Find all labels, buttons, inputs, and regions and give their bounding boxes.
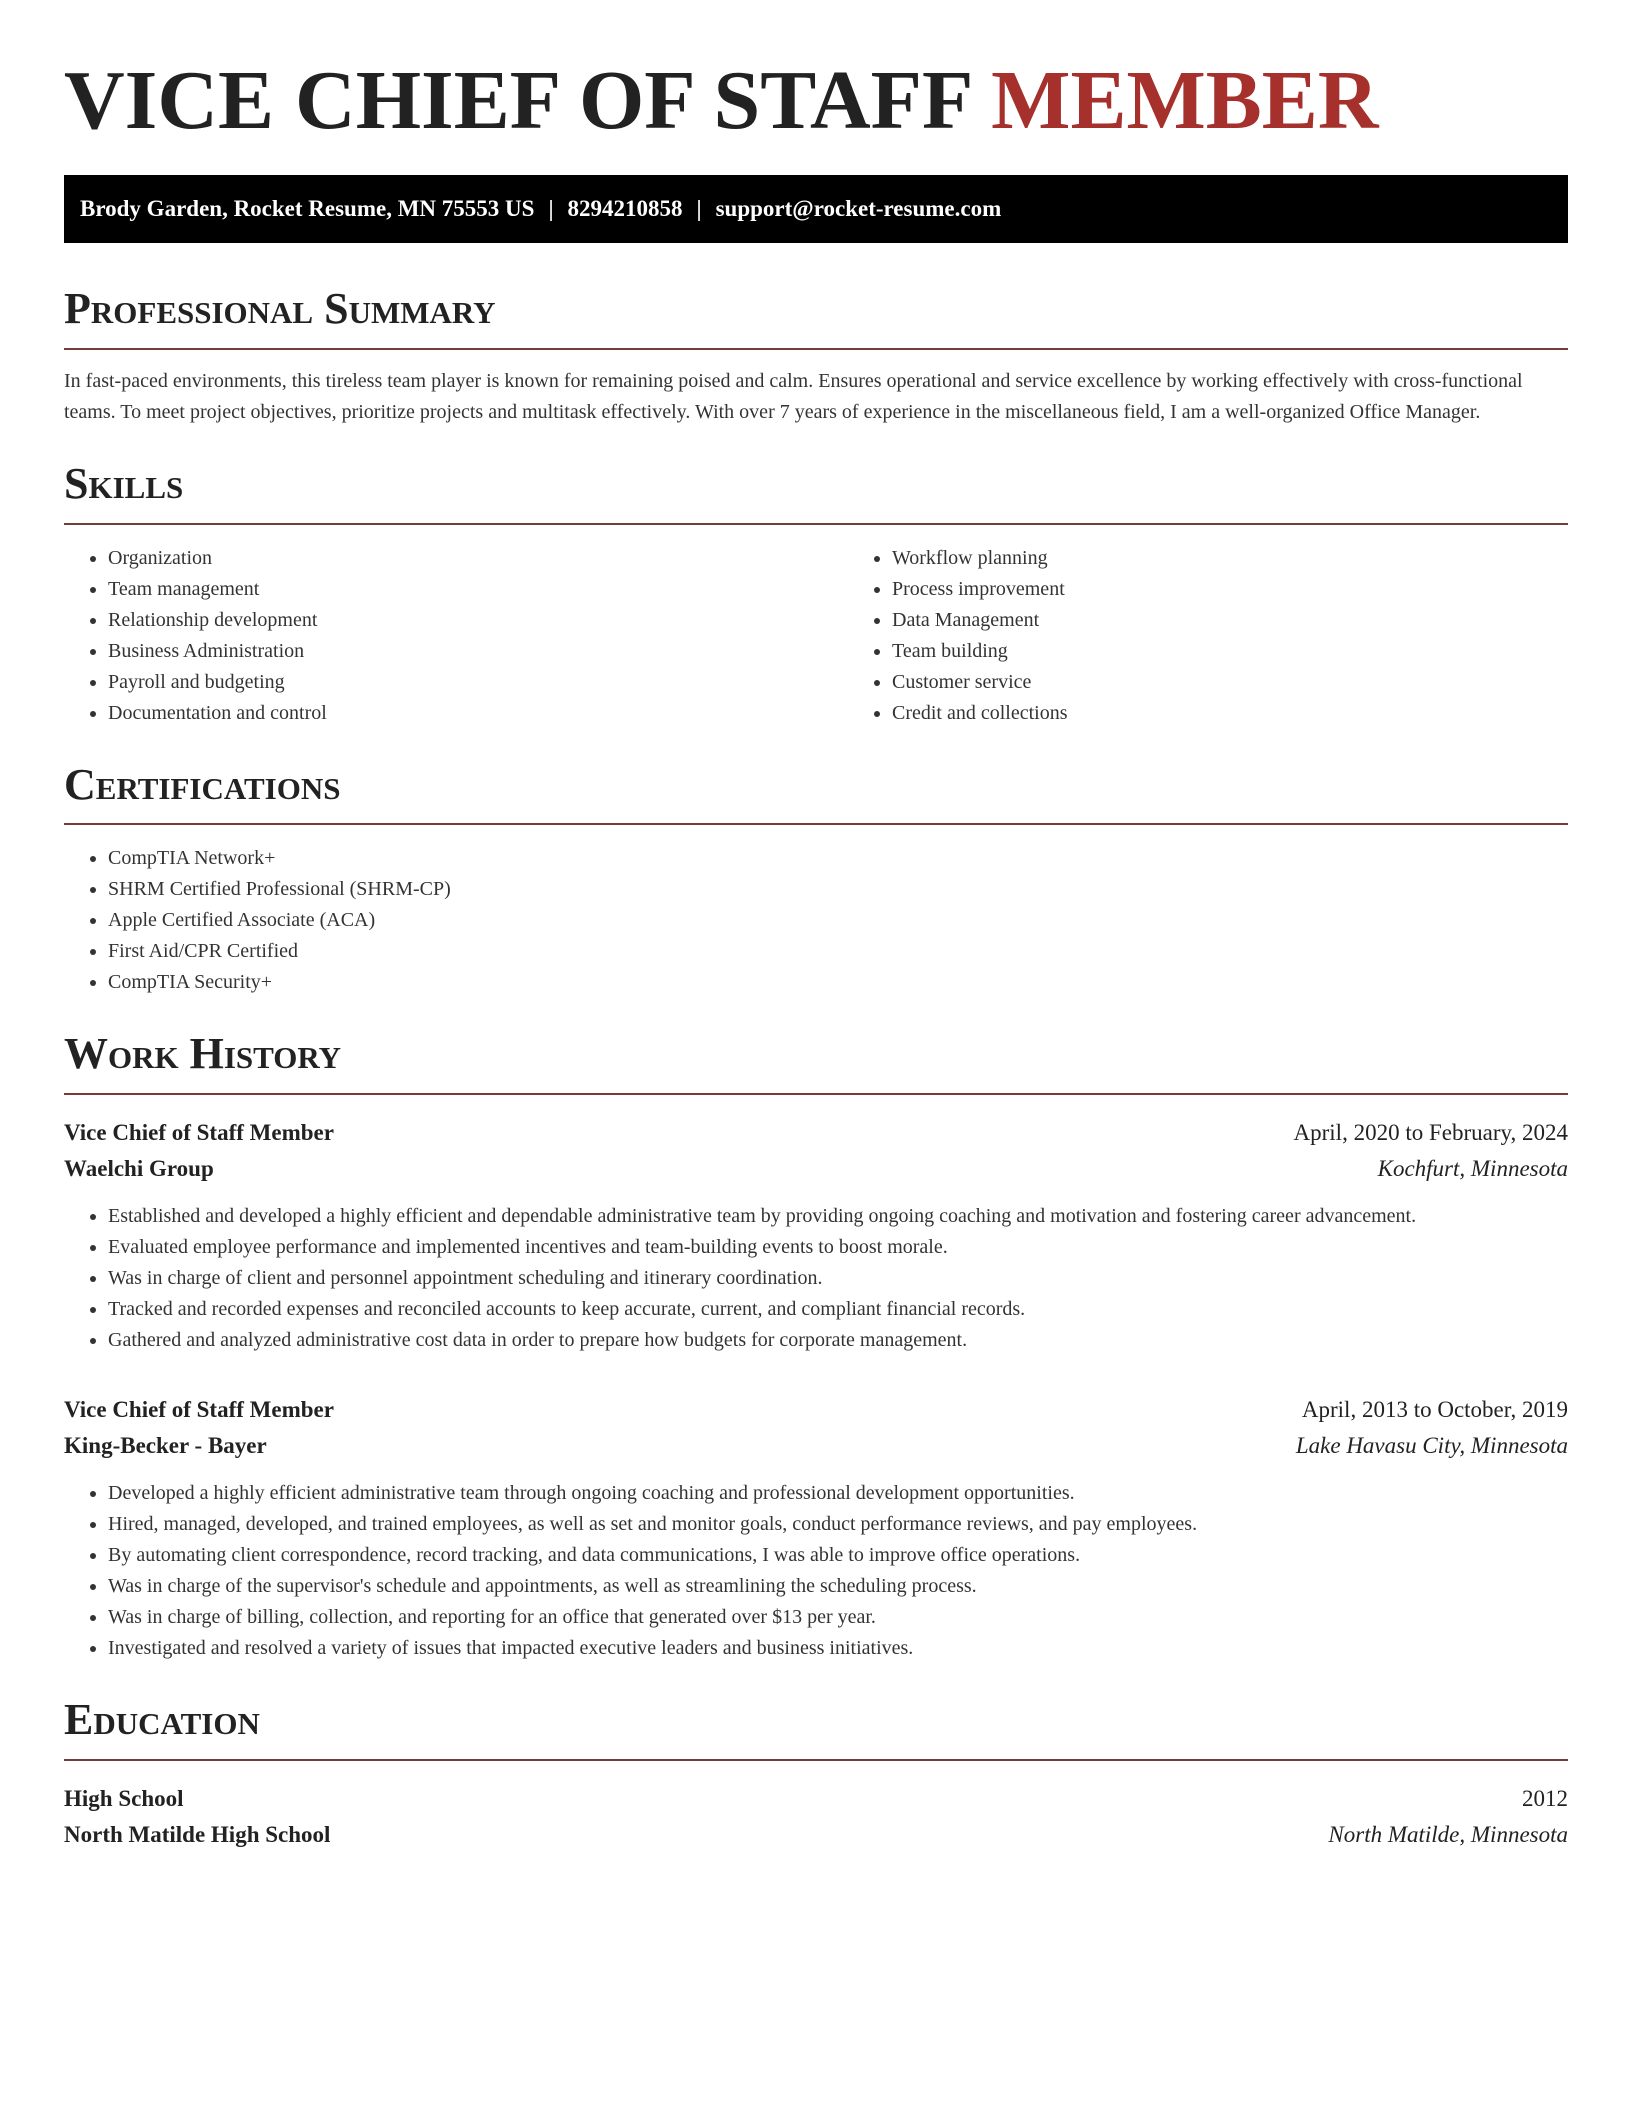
job-location: Lake Havasu City, Minnesota <box>1295 1433 1568 1459</box>
skills-section <box>64 458 1568 729</box>
resume-headline <box>64 48 1568 153</box>
job-bullet: • Gathered and analyzed administrative cost data in order to prepare how budgets for corporate management. <box>108 1325 1568 1356</box>
contact-separator: | <box>696 196 702 221</box>
skill-item: • Credit and collections <box>892 698 1068 729</box>
job-bullet: • Tracked and recorded expenses and reconciled accounts to keep accurate, current, and compliant financial records. <box>108 1294 1568 1325</box>
skills-list-right <box>848 543 1068 729</box>
job-bullet: • Established and developed a highly efficient and dependable administrative team by providing ongoing coaching and motivation and fostering career advancement. <box>108 1201 1568 1232</box>
skill-item: • Payroll and budgeting <box>108 667 848 698</box>
job-location: Kochfurt, Minnesota <box>1377 1156 1568 1182</box>
education-school: North Matilde High School <box>64 1821 331 1847</box>
job-bullet: • Developed a highly efficient administrative team through ongoing coaching and professional development opportunities. <box>108 1478 1568 1509</box>
section-title-skills: Skills <box>64 458 184 508</box>
skill-item: • Data Management <box>892 605 1068 636</box>
section-divider <box>64 348 1568 350</box>
section-divider <box>64 1759 1568 1761</box>
skill-item: • Process improvement <box>892 574 1068 605</box>
job-company: Waelchi Group <box>64 1156 214 1182</box>
contact-phone: 8294210858 <box>567 196 683 221</box>
contact-email[interactable]: support@rocket-resume.com <box>715 196 1002 221</box>
certification-item: • SHRM Certified Professional (SHRM-CP) <box>108 874 1568 905</box>
job-role: Vice Chief of Staff Member <box>64 1120 334 1146</box>
education-entry <box>64 1781 1568 1853</box>
section-title-certifications: Certifications <box>64 759 341 809</box>
job-bullet: • Was in charge of the supervisor's schedule and appointments, as well as streamlining the scheduling process. <box>108 1571 1568 1602</box>
skill-item: • Workflow planning <box>892 543 1068 574</box>
job-bullet: • Hired, managed, developed, and trained employees, as well as set and monitor goals, conduct performance reviews, and pay employees. <box>108 1509 1568 1540</box>
section-divider <box>64 523 1568 525</box>
education-section <box>64 1694 1568 1853</box>
education-header-row <box>64 1781 1568 1817</box>
skills-grid <box>64 543 1568 729</box>
job-bullets <box>64 1201 1568 1356</box>
job-company-row <box>64 1151 1568 1187</box>
education-location: North Matilde, Minnesota <box>1328 1821 1568 1847</box>
skill-item: • Team building <box>892 636 1068 667</box>
job-bullet: • Was in charge of billing, collection, and reporting for an office that generated over $13 per year. <box>108 1602 1568 1633</box>
job-entry <box>64 1392 1568 1664</box>
section-title-work-history: Work History <box>64 1029 342 1079</box>
work-history-section <box>64 1028 1568 1664</box>
skill-item: • Documentation and control <box>108 698 848 729</box>
summary-section <box>64 283 1568 428</box>
job-bullet: • Investigated and resolved a variety of issues that impacted executive leaders and business initiatives. <box>108 1633 1568 1664</box>
job-entry <box>64 1115 1568 1356</box>
skill-item: • Customer service <box>892 667 1068 698</box>
contact-address: Brody Garden, Rocket Resume, MN 75553 US <box>80 196 535 221</box>
section-divider <box>64 1093 1568 1095</box>
job-company: King-Becker - Bayer <box>64 1433 267 1459</box>
certification-item: • CompTIA Security+ <box>108 967 1568 998</box>
section-title-education: Education <box>64 1695 260 1745</box>
education-school-row <box>64 1817 1568 1853</box>
certifications-list <box>64 843 1568 998</box>
education-year: 2012 <box>1522 1785 1568 1811</box>
job-dates: April, 2020 to February, 2024 <box>1293 1120 1568 1146</box>
contact-bar <box>64 175 1568 243</box>
job-header-row <box>64 1392 1568 1428</box>
skill-item: • Relationship development <box>108 605 848 636</box>
certification-item: • First Aid/CPR Certified <box>108 936 1568 967</box>
certification-item: • CompTIA Network+ <box>108 843 1568 874</box>
certification-item: • Apple Certified Associate (ACA) <box>108 905 1568 936</box>
job-bullets <box>64 1478 1568 1664</box>
skill-item: • Business Administration <box>108 636 848 667</box>
skill-item: • Organization <box>108 543 848 574</box>
headline-main: VICE CHIEF OF STAFF <box>64 54 971 147</box>
job-company-row <box>64 1428 1568 1464</box>
job-dates: April, 2013 to October, 2019 <box>1301 1397 1568 1423</box>
section-divider <box>64 823 1568 825</box>
job-bullet: • Evaluated employee performance and implemented incentives and team-building events to boost morale. <box>108 1232 1568 1263</box>
section-title-summary: Professional Summary <box>64 284 496 333</box>
skills-list-left <box>64 543 848 729</box>
education-degree: High School <box>64 1785 184 1811</box>
job-bullet: • By automating client correspondence, record tracking, and data communications, I was able to improve office operations. <box>108 1540 1568 1571</box>
contact-separator: | <box>548 196 554 221</box>
job-bullet: • Was in charge of client and personnel appointment scheduling and itinerary coordination. <box>108 1263 1568 1294</box>
job-role: Vice Chief of Staff Member <box>64 1397 334 1423</box>
summary-text: In fast-paced environments, this tireless team player is known for remaining poised and calm. Ensures operational and service excellence by working effectively with cross-functional teams. To meet project objectives, prioritize projects and multitask effectively. With over 7 years of experience in the miscellaneous field, I am a well-organized Office Manager. <box>64 369 1523 423</box>
skill-item: • Team management <box>108 574 848 605</box>
headline-accent: MEMBER <box>991 54 1379 147</box>
certifications-section <box>64 759 1568 999</box>
job-header-row <box>64 1115 1568 1151</box>
